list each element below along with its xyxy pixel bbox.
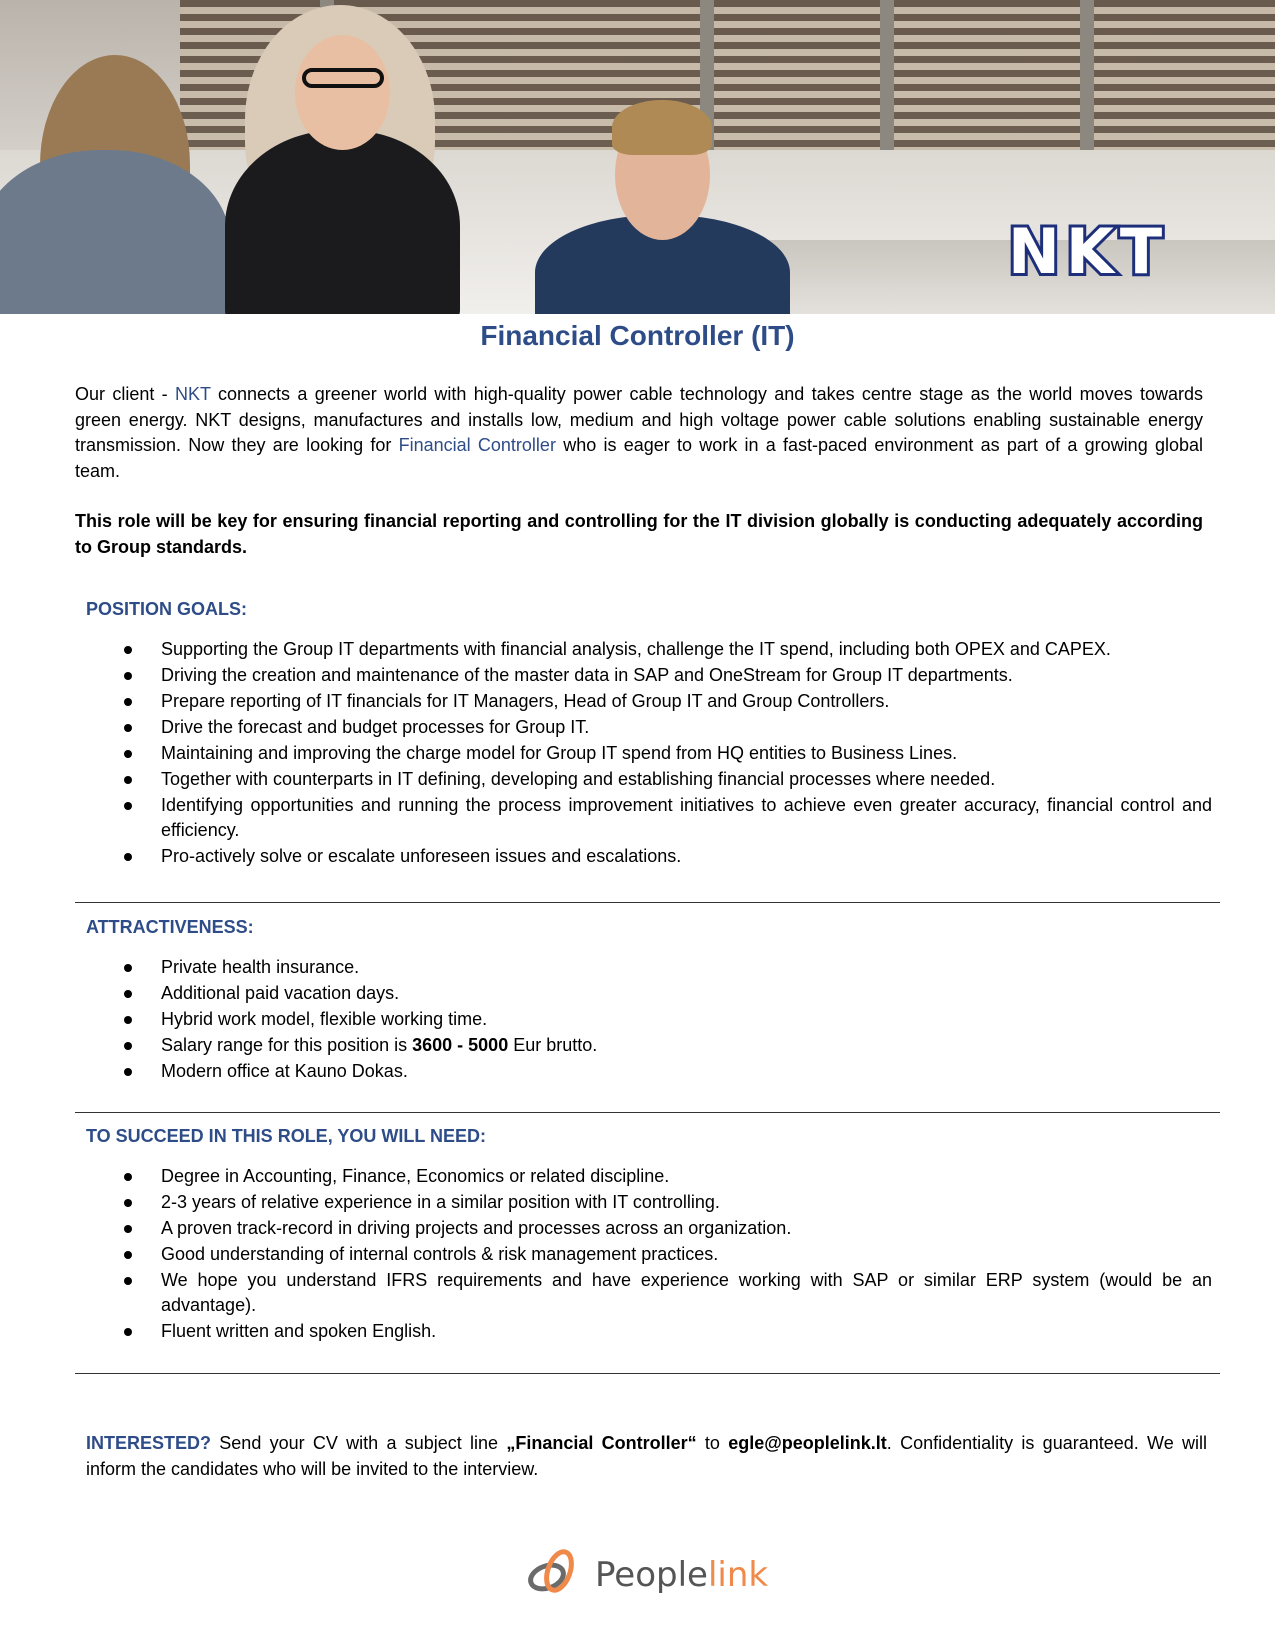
list-item: Prepare reporting of IT financials for IT Managers, Head of Group IT and Group Controllers. — [86, 689, 1212, 714]
divider — [75, 902, 1220, 903]
section-title-attractiveness: ATTRACTIVENESS: — [86, 917, 254, 937]
peoplelink-logo: Peoplelink — [525, 1545, 755, 1603]
role-name: Financial Controller — [398, 435, 556, 455]
glasses-icon — [302, 68, 384, 88]
hero-photo — [0, 0, 1275, 314]
call-to-action: INTERESTED? Send your CV with a subject line „Financial Controller“ to egle@peoplelink.lt. Confidentiality is guaranteed. We will inform the candidates who will be invited to the interview. — [86, 1433, 1207, 1479]
section-title-goals: POSITION GOALS: — [86, 599, 248, 619]
subject-line: „Financial Controller“ — [506, 1433, 697, 1453]
list-item: Fluent written and spoken English. — [86, 1319, 1212, 1344]
nkt-logo: NKT — [1008, 215, 1169, 288]
list-item: Hybrid work model, flexible working time. — [86, 1007, 1212, 1032]
list-item: Pro-actively solve or escalate unforeseen issues and escalations. — [86, 844, 1212, 869]
list-item: Modern office at Kauno Dokas. — [86, 1059, 1212, 1084]
list-item: Private health insurance. — [86, 955, 1212, 980]
list-item-salary: Salary range for this position is 3600 - 5000 Eur brutto. — [86, 1033, 1212, 1058]
goals-list — [86, 637, 1212, 870]
divider — [75, 1112, 1220, 1113]
peoplelink-mark-icon — [525, 1545, 587, 1603]
person-center-face — [295, 35, 390, 150]
client-name: NKT — [175, 384, 211, 404]
person-right-hair — [612, 100, 712, 155]
list-item: A proven track-record in driving projects and processes across an organization. — [86, 1216, 1212, 1241]
list-item: Drive the forecast and budget processes for Group IT. — [86, 715, 1212, 740]
page-title: Financial Controller (IT) — [480, 320, 795, 351]
requirements-list — [86, 1164, 1212, 1345]
cta-lead: INTERESTED? — [86, 1433, 212, 1453]
divider — [75, 1373, 1220, 1374]
list-item: Additional paid vacation days. — [86, 981, 1212, 1006]
role-summary: This role will be key for ensuring financial reporting and controlling for the IT division globally is conducting adequately according to Group standards. — [75, 511, 1203, 557]
list-item: Together with counterparts in IT defining, developing and establishing financial processes where needed. — [86, 767, 1212, 792]
salary-range: 3600 - 5000 — [412, 1035, 509, 1055]
list-item: Degree in Accounting, Finance, Economics or related discipline. — [86, 1164, 1212, 1189]
list-item: 2-3 years of relative experience in a similar position with IT controlling. — [86, 1190, 1212, 1215]
list-item: We hope you understand IFRS requirements and have experience working with SAP or similar ERP system (would be an advantage). — [86, 1268, 1212, 1318]
section-title-requirements: TO SUCCEED IN THIS ROLE, YOU WILL NEED: — [86, 1126, 487, 1146]
person-center — [225, 130, 460, 314]
list-item: Driving the creation and maintenance of the master data in SAP and OneStream for Group IT departments. — [86, 663, 1212, 688]
list-item: Maintaining and improving the charge model for Group IT spend from HQ entities to Business Lines. — [86, 741, 1212, 766]
attractiveness-list — [86, 955, 1212, 1085]
intro-paragraph: Our client - NKT connects a greener world with high-quality power cable technology and takes centre stage as the world moves towards green energy. NKT designs, manufactures and installs low, medium and high voltage power cable solutions enabling sustainable energy transmission. Now they are looking for Financial Controller who is eager to work in a fast-paced environment as part of a growing global team. — [75, 384, 1203, 481]
list-item: Identifying opportunities and running the process improvement initiatives to achieve even greater accuracy, financial control and efficiency. — [86, 793, 1212, 843]
list-item: Supporting the Group IT departments with financial analysis, challenge the IT spend, including both OPEX and CAPEX. — [86, 637, 1212, 662]
contact-email[interactable]: egle@peoplelink.lt — [728, 1433, 887, 1453]
list-item: Good understanding of internal controls & risk management practices. — [86, 1242, 1212, 1267]
